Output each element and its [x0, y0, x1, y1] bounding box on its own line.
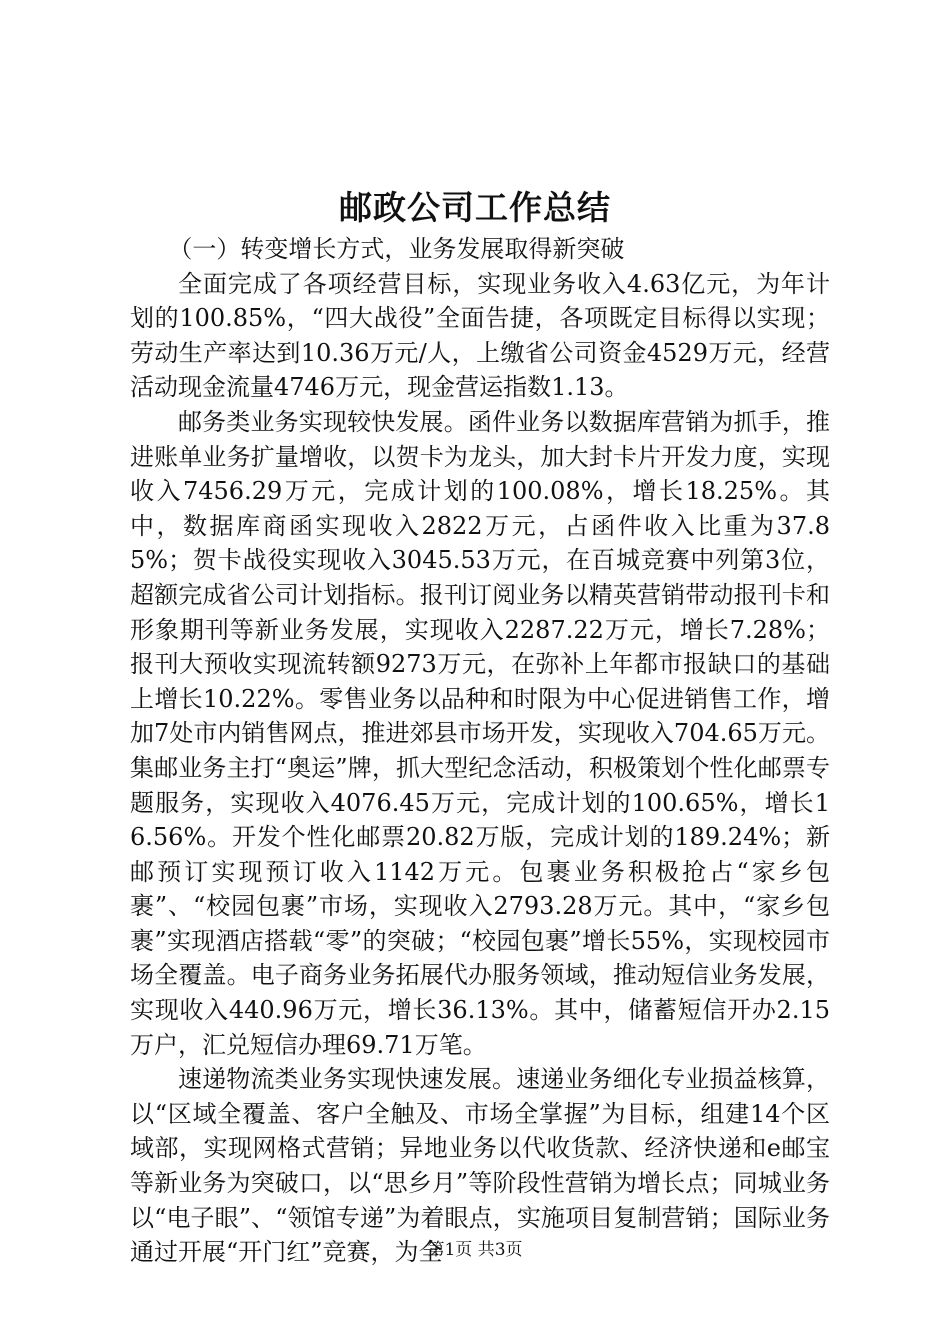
page-footer: 第1页 共3页 — [427, 1240, 523, 1260]
paragraph-postal-services: 邮务类业务实现较快发展。函件业务以数据库营销为抓手，推进账单业务扩量增收，以贺卡为龙头，加大封卡片开发力度，实现收入7456.29万元，完成计划的100.08%，增长18.25%。其中，数据库商函实现收入2822万元，占函件收入比重为37.85%；贺卡战役实现收入3045.53万元，在百城竞赛中列第3位，超额完成省公司计划指标。报刊订阅业务以精英营销带动报刊卡和形象期刊等新业务发展，实现收入2287.22万元，增长7.28%；报刊大预收实现流转额9273万元，在弥补上年都市报缺口的基础上增长10.22%。零售业务以品种和时限为中心促进销售工作，增加7处市内销售网点，推进郊县市场开发，实现收入704.65万元。集邮业务主打“奥运”牌，抓大型纪念活动，积极策划个性化邮票专题服务，实现收入4076.45万元，完成计划的100.65%，增长16.56%。开发个性化邮票20.82万版，完成计划的189.24%；新邮预订实现预订收入1142万元。包裹业务积极抢占“家乡包裹”、“校园包裹”市场，实现收入2793.28万元。其中，“家乡包裹”实现酒店搭载“零”的突破；“校园包裹”增长55%，实现校园市场全覆盖。电子商务业务拓展代办服务领域，推动短信业务发展，实现收入440.96万元，增长36.13%。其中，储蓄短信开办2.15万户，汇兑短信办理69.71万笔。 — [130, 407, 830, 1059]
paragraph-express-logistics: 速递物流类业务实现快速发展。速递业务细化专业损益核算，以“区域全覆盖、客户全触及、市场全掌握”为目标，组建14个区域部，实现网格式营销；异地业务以代收货款、经济快递和e邮宝等新业务为突破口，以“思乡月”等阶段性营销为增长点；同城业务以“电子眼”、“领馆专递”为着眼点，实施项目复制营销；国际业务通过开展“开门红”竞赛，为全 — [130, 1065, 830, 1267]
document-body — [130, 232, 830, 1270]
paragraph-business-targets: 全面完成了各项经营目标，实现业务收入4.63亿元，为年计划的100.85%，“四大战役”全面告捷，各项既定目标得以实现；劳动生产率达到10.36万元/人，上缴省公司资金4529万元，经营活动现金流量4746万元，现金营运指数1.13。 — [130, 269, 830, 402]
document-title: 邮政公司工作总结 — [339, 188, 611, 227]
section-heading: （一）转变增长方式，业务发展取得新突破 — [168, 235, 625, 263]
